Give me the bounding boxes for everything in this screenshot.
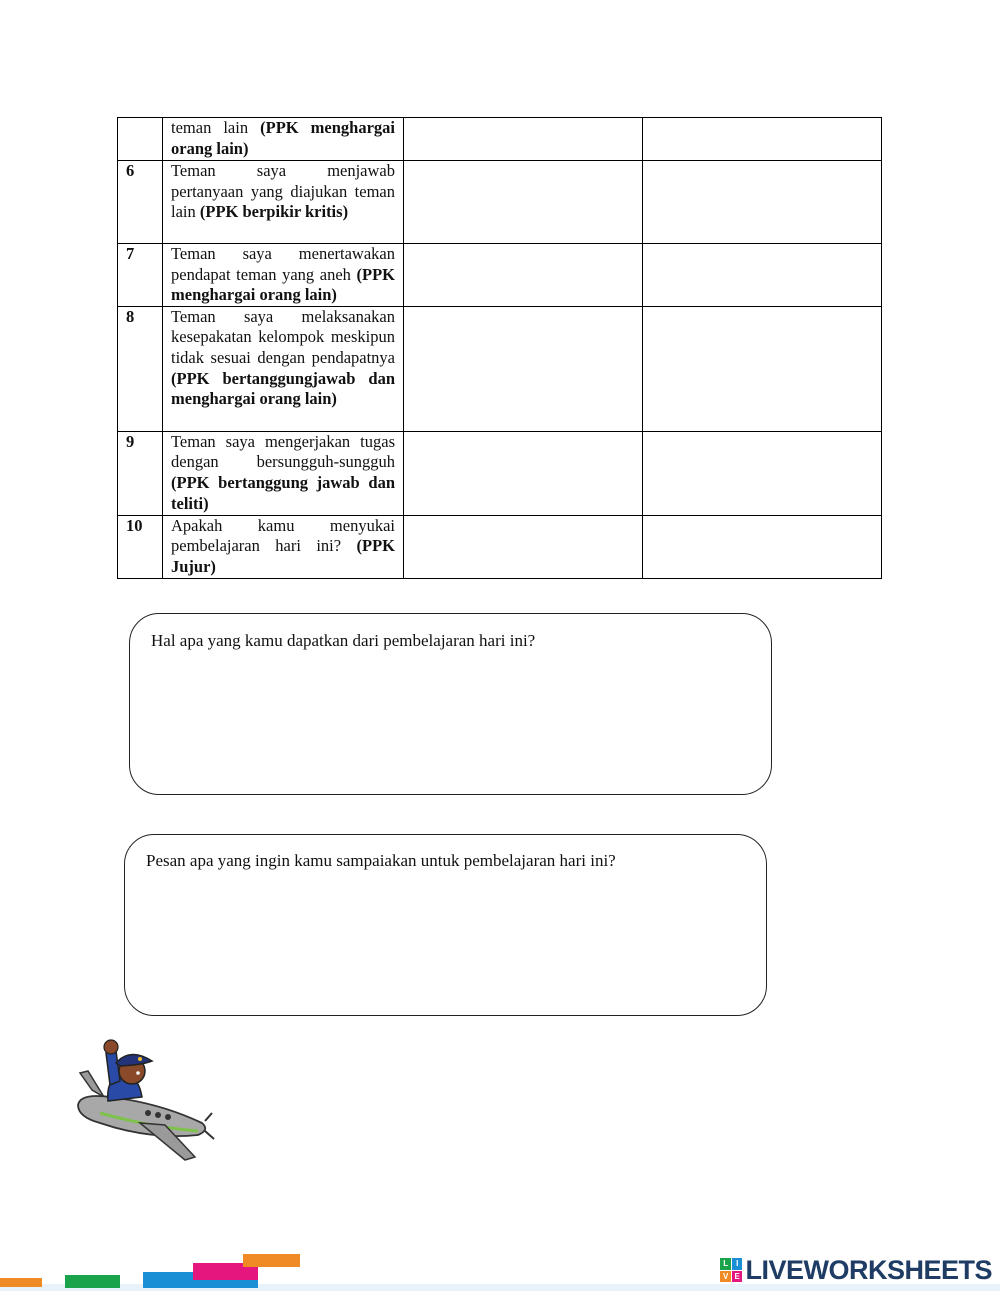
- row-statement: Teman saya menertawakan pendapat teman yang aneh (PPK menghargai orang lain): [163, 244, 404, 307]
- row-statement: Teman saya melaksanakan kesepakatan kelompok meskipun tidak sesuai dengan pendapatnya (PPK bertanggungjawab dan menghargai orang lain): [163, 306, 404, 431]
- reflection-box-learned[interactable]: [129, 613, 772, 795]
- response-cell[interactable]: [404, 244, 643, 307]
- response-cell[interactable]: [404, 431, 643, 515]
- response-cell[interactable]: [404, 515, 643, 578]
- reflection-prompt: Pesan apa yang ingin kamu sampaiakan untuk pembelajaran hari ini?: [146, 851, 616, 870]
- table-row: [118, 118, 882, 161]
- row-number: 9: [118, 431, 163, 515]
- response-cell[interactable]: [643, 118, 882, 161]
- response-cell[interactable]: [404, 161, 643, 244]
- response-cell[interactable]: [643, 306, 882, 431]
- table-row: [118, 515, 882, 578]
- pilot-airplane-illustration: [70, 1035, 220, 1165]
- table-row: [118, 161, 882, 244]
- response-cell[interactable]: [404, 118, 643, 161]
- response-cell[interactable]: [643, 515, 882, 578]
- row-statement: Teman saya mengerjakan tugas dengan bersungguh-sungguh (PPK bertanggung jawab dan teliti): [163, 431, 404, 515]
- row-statement: teman lain (PPK menghargai orang lain): [163, 118, 404, 161]
- response-cell[interactable]: [643, 161, 882, 244]
- reflection-box-message[interactable]: [124, 834, 767, 1016]
- row-number: [118, 118, 163, 161]
- row-statement: Teman saya menjawab pertanyaan yang diajukan teman lain (PPK berpikir kritis): [163, 161, 404, 244]
- brand-name: LIVEWORKSHEETS: [745, 1254, 992, 1285]
- table-row: [118, 306, 882, 431]
- liveworksheets-logo: [720, 1255, 992, 1285]
- row-number: 8: [118, 306, 163, 431]
- logo-mark-icon: L I V E: [720, 1258, 742, 1282]
- row-number: 7: [118, 244, 163, 307]
- table-row: [118, 431, 882, 515]
- survey-table: [117, 117, 882, 579]
- table-row: [118, 244, 882, 307]
- response-cell[interactable]: [404, 306, 643, 431]
- reflection-prompt: Hal apa yang kamu dapatkan dari pembelajaran hari ini?: [151, 631, 536, 650]
- row-number: 10: [118, 515, 163, 578]
- row-number: 6: [118, 161, 163, 244]
- row-statement: Apakah kamu menyukai pembelajaran hari ini? (PPK Jujur): [163, 515, 404, 578]
- response-cell[interactable]: [643, 244, 882, 307]
- response-cell[interactable]: [643, 431, 882, 515]
